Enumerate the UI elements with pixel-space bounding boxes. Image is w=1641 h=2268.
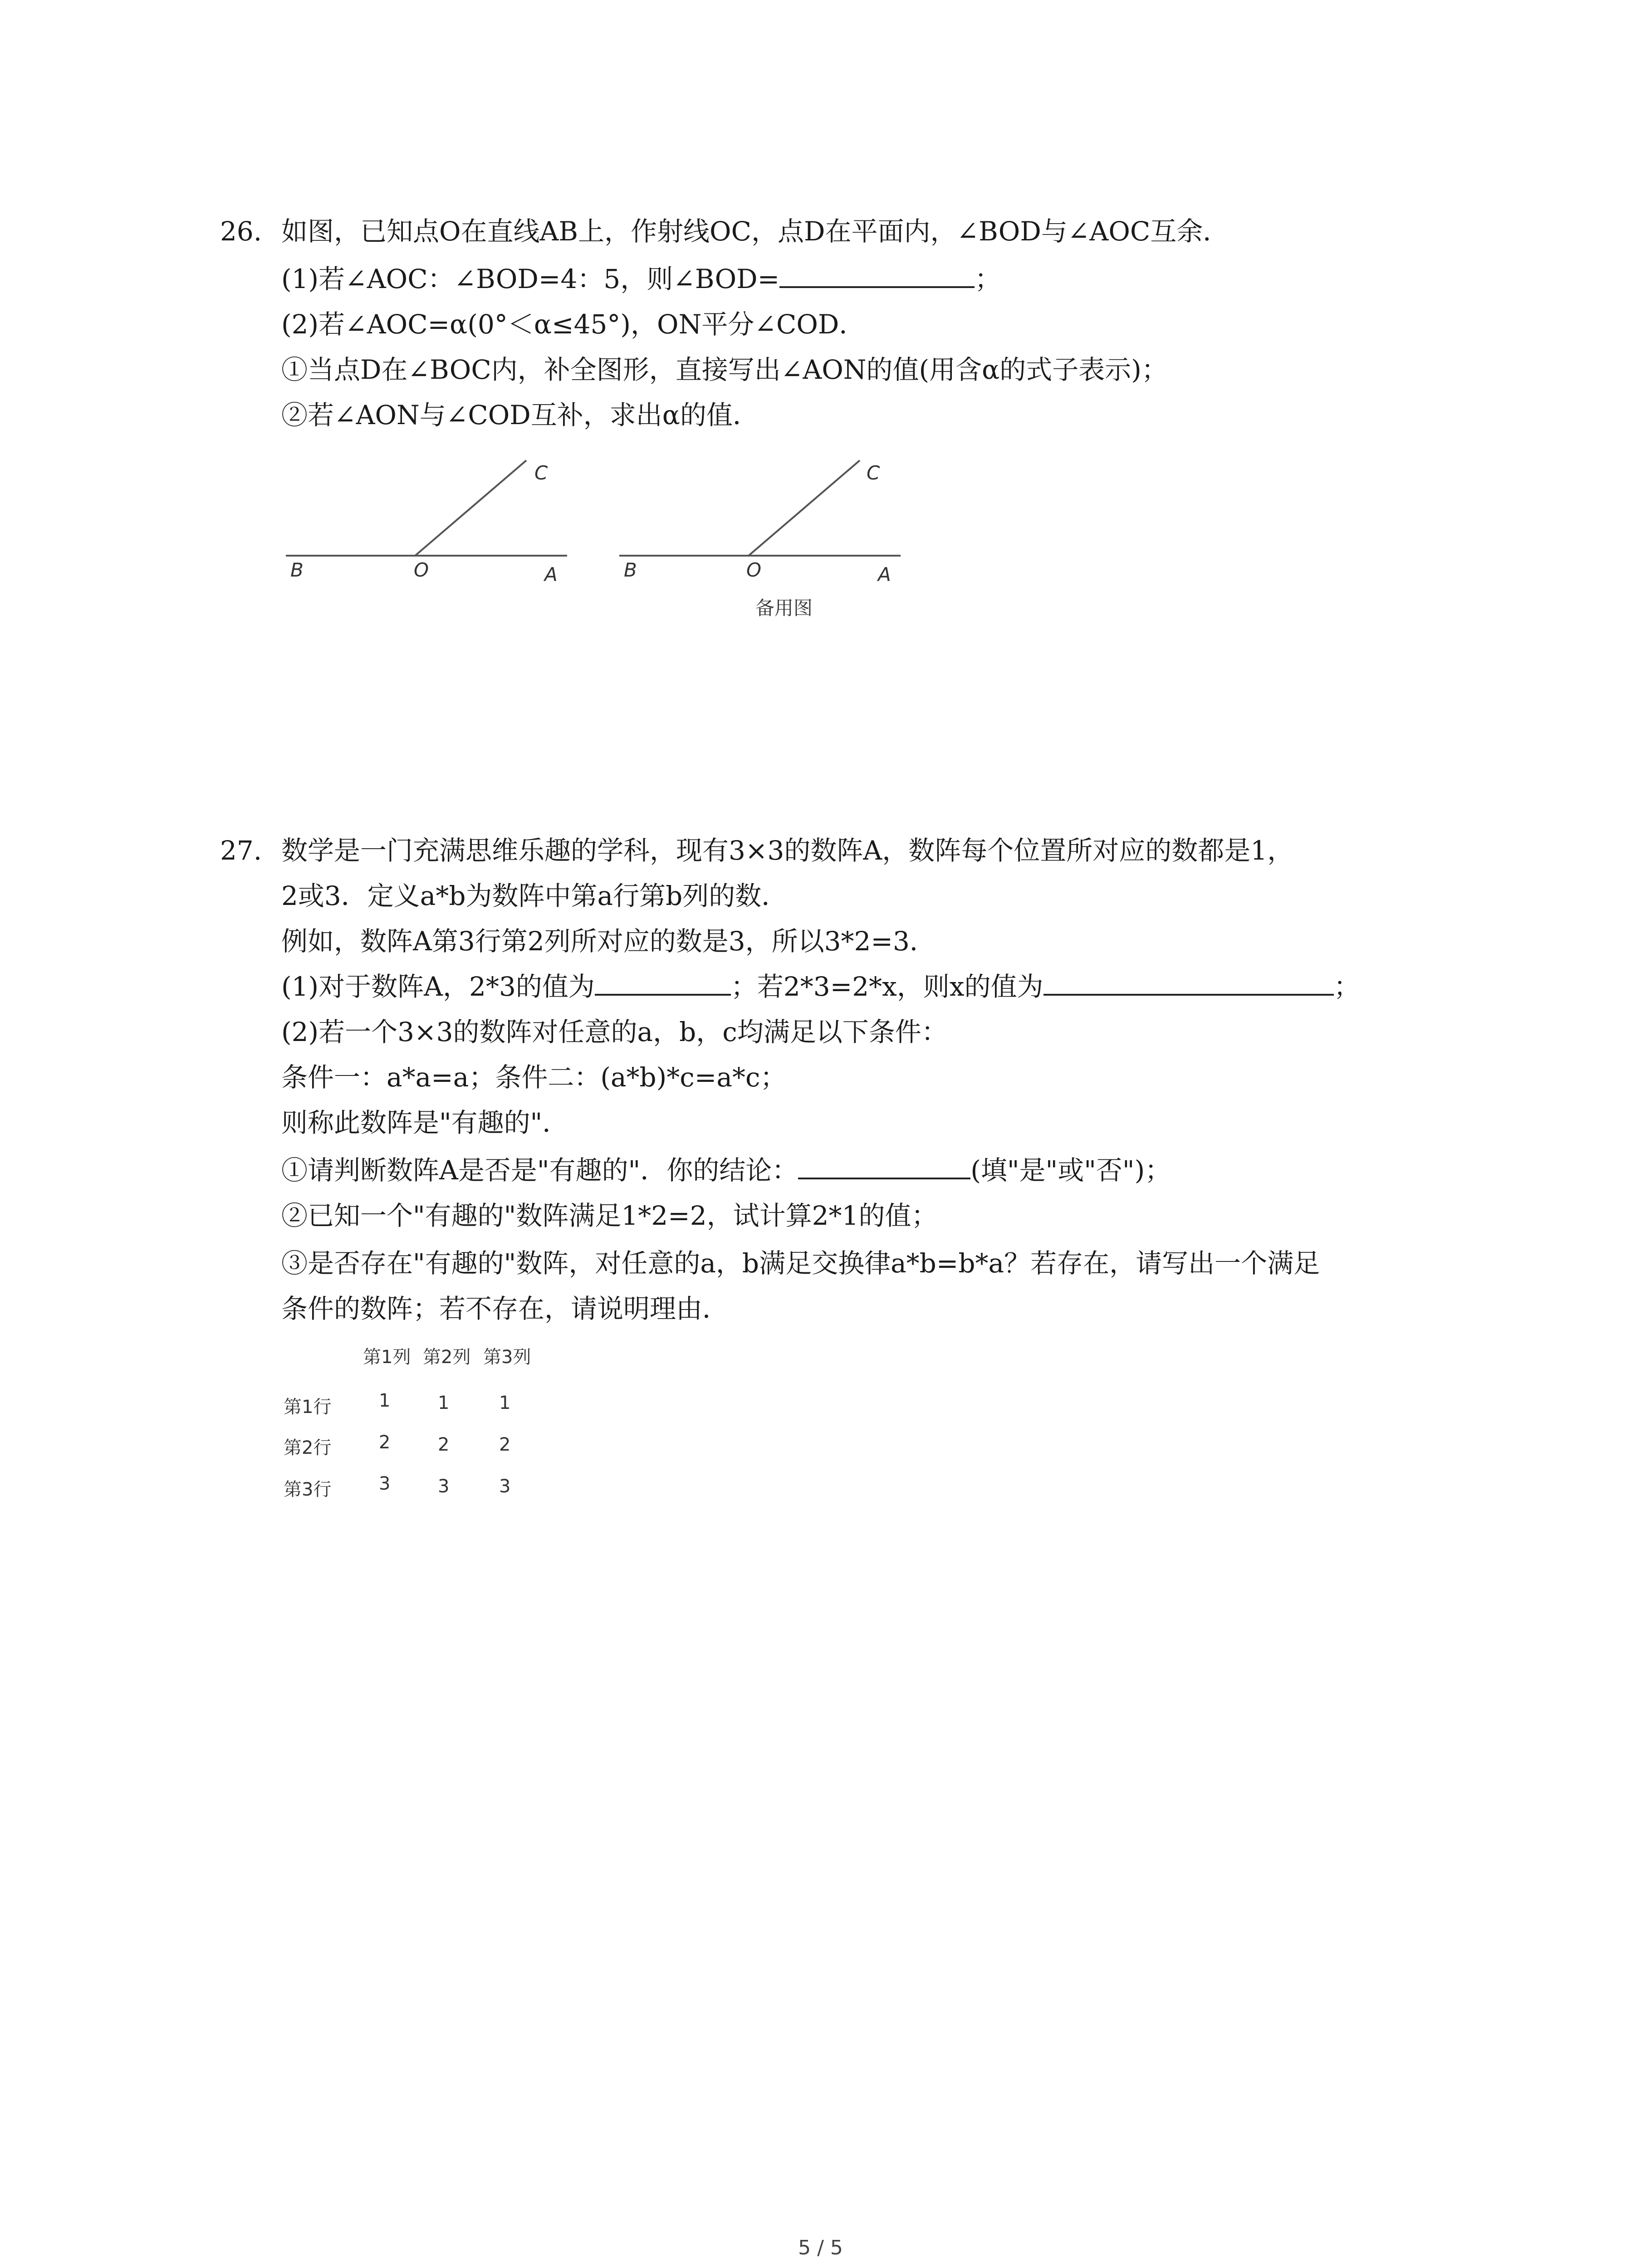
q26-fig1-label-c: C	[534, 462, 548, 484]
matrix-row-header: 第1行	[284, 1397, 332, 1418]
q26-number: 26.	[220, 216, 262, 247]
q27-sub3-line1: ③是否存在"有趣的"数阵，对任意的a，b满足交换律a*b=b*a？若存在，请写出一个满足	[281, 1248, 1320, 1279]
matrix-cell: 1	[438, 1393, 450, 1413]
matrix-cell: 3	[379, 1473, 391, 1494]
matrix-cell: 2	[379, 1432, 391, 1453]
q26-part1-text: (1)若∠AOC：∠BOD=4：5，则∠BOD=	[281, 264, 780, 294]
matrix-cell: 3	[438, 1476, 450, 1497]
q27-sub1-text: ①请判断数阵A是否是"有趣的"．你的结论：	[281, 1155, 798, 1186]
q27-part1	[281, 968, 1360, 1005]
q27-line3: 例如，数阵A第3行第2列所对应的数是3，所以3*2=3．	[281, 926, 936, 957]
q26-fig1-label-a: A	[544, 563, 558, 586]
page-number: 5 / 5	[798, 2236, 843, 2259]
q26-fig2-label-a: A	[878, 563, 891, 586]
q27-line1: 数学是一门充满思维乐趣的学科，现有3×3的数阵A，数阵每个位置所对应的数都是1，	[281, 835, 1294, 866]
q27-part1-blank-1[interactable]	[595, 968, 731, 996]
matrix-cell: 2	[438, 1434, 450, 1455]
q27-part1-text-c: ；	[1333, 971, 1360, 1002]
q27-conditions: 条件一：a*a=a；条件二：(a*b)*c=a*c；	[281, 1062, 787, 1093]
q26-figure-caption: 备用图	[755, 597, 813, 619]
q26-part2-sub1: ①当点D在∠BOC内，补全图形，直接写出∠AON的值(用含α的式子表示)；	[281, 354, 1168, 385]
matrix-cell: 1	[499, 1393, 511, 1413]
q26-fig2-label-c: C	[867, 462, 880, 484]
q27-sub1	[281, 1152, 1171, 1188]
q27-sub1-hint: (填"是"或"否")；	[970, 1155, 1171, 1186]
q26-fig1-label-o: O	[414, 559, 429, 581]
matrix-col-header: 第1列	[363, 1347, 411, 1368]
matrix-col-header: 第2列	[423, 1347, 471, 1368]
q27-part1-text-a: (1)对于数阵A，2*3的值为	[281, 971, 595, 1002]
q27-part1-text-b: ；若2*3=2*x，则x的值为	[730, 971, 1043, 1002]
q27-part1-blank-2[interactable]	[1043, 968, 1334, 996]
matrix-row-header: 第2行	[284, 1437, 332, 1458]
q26-part1-suffix: ；	[975, 264, 1001, 294]
q27-sub1-answer-blank[interactable]	[798, 1152, 970, 1179]
q27-number: 27.	[220, 835, 262, 866]
q26-part1-answer-blank[interactable]	[779, 261, 975, 288]
q26-stem: 如图，已知点O在直线AB上，作射线OC，点D在平面内，∠BOD与∠AOC互余．	[281, 216, 1230, 247]
q27-part2: (2)若一个3×3的数阵对任意的a，b，c均满足以下条件：	[281, 1017, 948, 1047]
q26-part2: (2)若∠AOC=α(0°＜α≤45°)，ON平分∠COD．	[281, 309, 866, 340]
matrix-cell: 3	[499, 1476, 511, 1497]
matrix-cell: 2	[499, 1434, 511, 1455]
q26-part2-sub2: ②若∠AON与∠COD互补，求出α的值．	[281, 400, 759, 430]
q26-fig2-label-b: B	[624, 559, 637, 581]
matrix-cell: 1	[379, 1390, 391, 1411]
q27-sub2: ②已知一个"有趣的"数阵满足1*2=2，试计算2*1的值；	[281, 1200, 938, 1231]
q26-part1	[281, 261, 1001, 297]
q27-sub3-line2: 条件的数阵；若不存在，请说明理由．	[281, 1293, 729, 1324]
matrix-row-header: 第3行	[284, 1479, 332, 1500]
q27-condition-note: 则称此数阵是"有趣的"．	[281, 1107, 569, 1138]
q26-fig2-label-o: O	[746, 559, 762, 581]
matrix-col-header: 第3列	[483, 1347, 531, 1368]
q27-line2: 2或3．定义a*b为数阵中第a行第b列的数．	[281, 880, 788, 911]
q26-fig1-label-b: B	[290, 559, 304, 581]
